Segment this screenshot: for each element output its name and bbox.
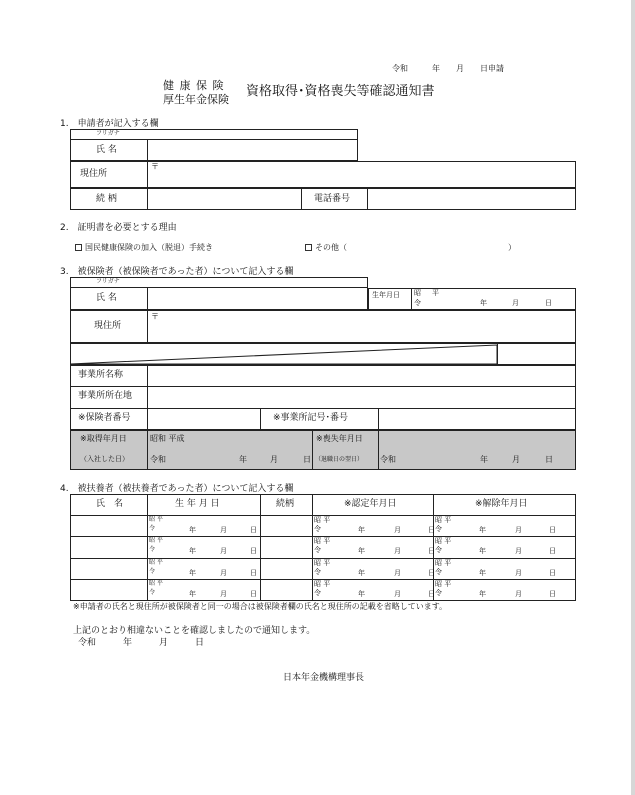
acquisition-era: 昭和 平成: [150, 434, 185, 443]
dep-day-unit: 日: [549, 569, 556, 577]
insured-birth-day: 日: [545, 299, 552, 307]
dep-year-unit: 年: [358, 590, 365, 598]
page-title: 資格取得･資格喪失等確認通知書: [246, 84, 435, 99]
footer-note: ※申請者の氏名と現住所が被保険者と同一の場合は被保険者欄の氏名と現住所の記載を省略しています。: [73, 602, 448, 611]
dep-date-field[interactable]: [434, 537, 572, 556]
loss-date-sub: （退職日の翌日）: [315, 456, 364, 463]
acquisition-year: 年: [239, 455, 247, 464]
dep-year-unit: 年: [358, 547, 365, 555]
dep-month-unit: 月: [394, 590, 401, 598]
dep-day-unit: 日: [250, 590, 257, 598]
applicant-phone-field[interactable]: [368, 189, 575, 209]
acquisition-reiwa: 令和: [150, 455, 166, 464]
loss-reiwa: 令和: [380, 455, 396, 464]
reason-other-label: その他（: [315, 243, 347, 252]
section3-heading: 3. 被保険者（被保険者であった者）について記入する欄: [60, 267, 294, 277]
dep-month-unit: 月: [394, 526, 401, 534]
applicant-name-field[interactable]: [148, 140, 357, 160]
dep-relation-field[interactable]: [261, 537, 312, 556]
section1-heading: 1. 申請者が記入する欄: [60, 119, 159, 129]
office-name-field[interactable]: [148, 366, 575, 385]
dep-era-showa-heisei: 昭 平: [314, 516, 331, 524]
dep-year-unit: 年: [189, 569, 196, 577]
dep-date-field[interactable]: [434, 516, 572, 535]
dep-month-unit: 月: [220, 590, 227, 598]
dep-era-showa-heisei: 昭 平: [314, 537, 331, 545]
dep-day-unit: 日: [549, 526, 556, 534]
office-address-label: 事業所所在地: [78, 391, 133, 401]
dep-date-field[interactable]: [148, 516, 257, 535]
office-name-label: 事業所名称: [78, 370, 124, 380]
applicant-relation-field[interactable]: [148, 189, 300, 209]
dep-era-reiwa: 令: [149, 568, 156, 575]
office-code-label: ※事業所記号･番号: [273, 413, 349, 423]
dep-era-showa-heisei: 昭 平: [149, 516, 163, 523]
dep-month-unit: 月: [220, 569, 227, 577]
dep-day-unit: 日: [549, 547, 556, 555]
dep-month-unit: 月: [515, 526, 522, 534]
dep-relation-field[interactable]: [261, 580, 312, 599]
dep-year-unit: 年: [189, 590, 196, 598]
dep-era-reiwa: 令: [314, 525, 321, 533]
dep-era-reiwa: 令: [314, 589, 321, 597]
acquisition-date-label: ※取得年月日: [80, 434, 127, 443]
dep-date-field[interactable]: [434, 580, 572, 599]
dep-day-unit: 日: [428, 590, 435, 598]
dep-date-field[interactable]: [313, 516, 430, 535]
insured-address-field[interactable]: [148, 311, 575, 342]
insured-postal-mark: 〒: [151, 312, 159, 321]
applicant-postal-mark: 〒: [151, 162, 159, 171]
dep-era-showa-heisei: 昭 平: [314, 559, 331, 567]
dep-relation-field[interactable]: [261, 516, 312, 535]
insured-birth-era-showa: 昭: [414, 289, 421, 297]
applicant-relation-label: 続 柄: [96, 194, 117, 204]
dep-era-reiwa: 令: [314, 546, 321, 554]
insured-birth-era-reiwa: 令: [414, 299, 421, 307]
insured-name-field[interactable]: [148, 288, 367, 309]
dep-era-reiwa: 令: [435, 546, 442, 554]
applicant-phone-label: 電話番号: [314, 194, 351, 204]
dep-month-unit: 月: [220, 526, 227, 534]
insured-birth-year: 年: [480, 299, 487, 307]
insured-birth-month: 月: [512, 299, 519, 307]
dep-day-unit: 日: [549, 590, 556, 598]
dep-col-cert: ※認定年月日: [344, 499, 397, 509]
loss-date-label: ※喪失年月日: [316, 434, 363, 443]
applicant-address-label: 現住所: [80, 169, 108, 179]
loss-year: 年: [480, 455, 488, 464]
dep-year-unit: 年: [479, 547, 486, 555]
reason-other-checkbox[interactable]: [305, 244, 312, 251]
dep-era-showa-heisei: 昭 平: [435, 537, 452, 545]
dep-year-unit: 年: [189, 526, 196, 534]
dep-col-birth: 生 年 月 日: [175, 499, 220, 509]
dep-col-name: 氏 名: [96, 499, 124, 509]
acquisition-date-sub: （入社した日）: [80, 455, 129, 463]
dep-era-showa-heisei: 昭 平: [435, 516, 452, 524]
reason-other-close: ）: [508, 243, 516, 252]
insured-address-label: 現住所: [94, 321, 122, 331]
acquisition-month: 月: [270, 455, 278, 464]
dep-year-unit: 年: [189, 547, 196, 555]
dep-era-showa-heisei: 昭 平: [149, 580, 163, 587]
dep-day-unit: 日: [250, 526, 257, 534]
dep-date-field[interactable]: [148, 537, 257, 556]
loss-month: 月: [512, 455, 520, 464]
applicant-address-field[interactable]: [148, 162, 575, 187]
insured-birth-era-heisei: 平: [432, 289, 439, 297]
office-address-field[interactable]: [148, 387, 575, 407]
reason-nhi-checkbox[interactable]: [75, 244, 82, 251]
dep-era-reiwa: 令: [149, 525, 156, 532]
dep-date-field[interactable]: [148, 580, 257, 599]
dep-era-showa-heisei: 昭 平: [149, 537, 163, 544]
dep-year-unit: 年: [479, 526, 486, 534]
dep-day-unit: 日: [428, 547, 435, 555]
dep-era-showa-heisei: 昭 平: [149, 559, 163, 566]
section2-heading: 2. 証明書を必要とする理由: [60, 223, 177, 233]
reason-nhi-label: 国民健康保険の加入（脱退）手続き: [85, 243, 213, 252]
dep-month-unit: 月: [394, 569, 401, 577]
dep-date-field[interactable]: [313, 559, 430, 578]
dep-era-showa-heisei: 昭 平: [435, 559, 452, 567]
insured-birth-label: 生年月日: [372, 291, 400, 299]
dep-era-reiwa: 令: [435, 589, 442, 597]
insured-furigana-label: フリガナ: [96, 278, 120, 285]
dep-date-field[interactable]: [148, 559, 257, 578]
dep-month-unit: 月: [220, 547, 227, 555]
dep-col-release: ※解除年月日: [475, 499, 528, 509]
dep-day-unit: 日: [250, 569, 257, 577]
dep-day-unit: 日: [250, 547, 257, 555]
dep-relation-field[interactable]: [261, 559, 312, 578]
section4-heading: 4. 被扶養者（被扶養者であった者）について記入する欄: [60, 484, 294, 494]
dep-month-unit: 月: [515, 590, 522, 598]
dep-day-unit: 日: [428, 526, 435, 534]
title-pension-insurance: 厚生年金保険: [163, 93, 229, 106]
dep-era-reiwa: 令: [435, 568, 442, 576]
loss-day: 日: [545, 455, 553, 464]
dep-year-unit: 年: [479, 569, 486, 577]
dep-era-reiwa: 令: [435, 525, 442, 533]
applicant-name-label: 氏 名: [96, 145, 117, 155]
dep-col-relation: 続柄: [276, 499, 295, 509]
dep-month-unit: 月: [394, 547, 401, 555]
dep-month-unit: 月: [515, 547, 522, 555]
dep-date-field[interactable]: [313, 580, 430, 599]
page-edge: [631, 0, 635, 795]
dep-day-unit: 日: [428, 569, 435, 577]
applicant-furigana-label: フリガナ: [96, 130, 120, 137]
dep-era-reiwa: 令: [314, 568, 321, 576]
dep-year-unit: 年: [358, 526, 365, 534]
dep-era-reiwa: 令: [149, 546, 156, 553]
dep-year-unit: 年: [358, 569, 365, 577]
dep-era-reiwa: 令: [149, 589, 156, 596]
dep-era-showa-heisei: 昭 平: [435, 580, 452, 588]
issuer-name: 日本年金機構理事長: [283, 673, 365, 683]
request-date: 令和 年 月 日申請: [392, 64, 504, 73]
footer-date: 令和 年 月 日: [78, 638, 205, 648]
dep-date-field[interactable]: [313, 537, 430, 556]
dep-era-showa-heisei: 昭 平: [314, 580, 331, 588]
footer-confirm: 上記のとおり相違ないことを確認しましたので通知します。: [73, 626, 316, 636]
title-health-insurance: 健 康 保 険: [163, 79, 225, 92]
wedge-shape: [70, 343, 500, 365]
insurer-number-label: ※保険者番号: [78, 413, 131, 423]
insured-name-label: 氏 名: [96, 293, 117, 303]
dep-month-unit: 月: [515, 569, 522, 577]
dep-date-field[interactable]: [434, 559, 572, 578]
acquisition-day: 日: [303, 455, 311, 464]
dep-year-unit: 年: [479, 590, 486, 598]
